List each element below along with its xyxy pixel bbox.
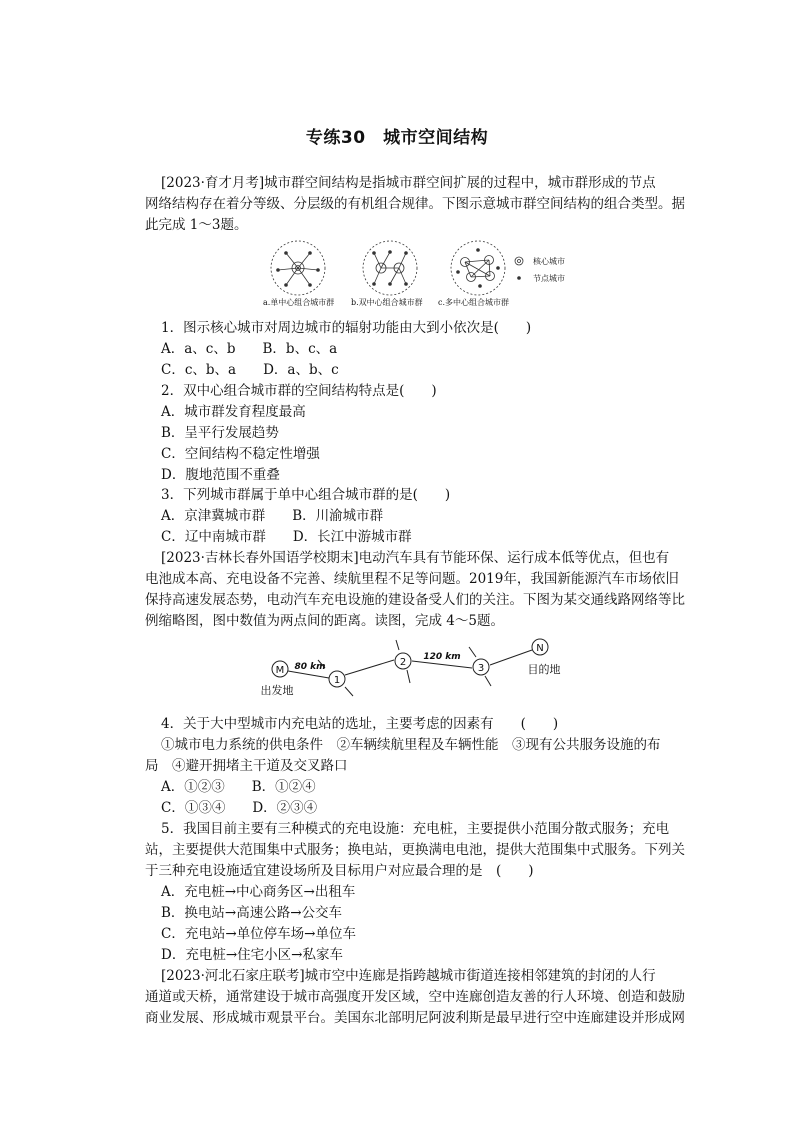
- intro-2-line-1: [2023·吉林长春外国语学校期末]电动汽车具有节能环保、运行成本低等优点，但也有: [161, 550, 670, 566]
- distance-80: 80 km: [294, 662, 326, 672]
- q5-stem-line-3: 于三种充电设施适宜建设场所及目标用户对应最合理的是 ( ): [145, 863, 534, 879]
- intro-2-line-2: 电池成本高、充电设备不完善、续航里程不足等问题。2019年，我国新能源汽车市场依旧: [145, 571, 679, 587]
- q2-option-c: C．空间结构不稳定性增强: [161, 446, 320, 462]
- route-segment-m-1: [288, 671, 329, 678]
- q4-stem: 4．关于大中型城市内充电站的选址，主要考虑的因素有 ( ): [161, 716, 559, 732]
- q3-options-cd: C．辽中南城市群 D．长江中游城市群: [161, 529, 412, 545]
- label-1: 1: [333, 675, 341, 686]
- q5-option-d: D．充电桩→住宅小区→私家车: [161, 947, 343, 963]
- intro-3-line-3: 商业发展、形成城市观景平台。美国东北部明尼阿波利斯是最早进行空中连廊建设并形成网: [145, 1010, 685, 1026]
- intro-1-line-2: 网络结构存在着分等级、分层级的有机组合规律。下图示意城市群空间结构的组合类型。据: [145, 196, 685, 212]
- q3-stem: 3．下列城市群属于单中心组合城市群的是( ): [161, 487, 451, 503]
- label-2: 2: [399, 657, 407, 668]
- q5-option-b: B．换电站→高速公路→公交车: [161, 905, 343, 921]
- q4-items-line-2: 局 ④避开拥堵主干道及交叉路口: [145, 758, 348, 774]
- route-diagram: [250, 638, 580, 700]
- q4-options-ab: A．①②③ B．①②④: [161, 779, 316, 795]
- q3-options-ab: A．京津冀城市群 B．川渝城市群: [161, 508, 384, 524]
- label-start: 出发地: [260, 684, 294, 697]
- q5-option-c: C．充电站→单位停车场→单位车: [161, 926, 356, 942]
- page-title: 专练30 城市空间结构: [305, 128, 489, 148]
- caption-c: c.多中心组合城市群: [438, 298, 510, 307]
- intro-2-line-3: 保持高速发展态势，电动汽车充电设施的建设备受人们的关注。下图为某交通线路网络等比: [145, 592, 685, 608]
- q5-option-a: A．充电桩→中心商务区→出租车: [161, 884, 356, 900]
- label-3: 3: [477, 663, 485, 674]
- q5-stem-line-2: 站，主要提供大范围集中式服务；换电站，更换满电电池，提供大范围集中式服务。下列关: [145, 842, 685, 858]
- q2-option-d: D．腹地范围不重叠: [161, 467, 280, 483]
- route-segment-3-n: [490, 650, 532, 665]
- q2-stem: 2．双中心组合城市群的空间结构特点是( ): [161, 383, 437, 399]
- caption-a: a.单中心组合城市群: [263, 298, 335, 307]
- q4-items-line-1: ①城市电力系统的供电条件 ②车辆续航里程及车辆性能 ③现有公共服务设施的布: [161, 737, 661, 753]
- intro-3-line-2: 通道或天桥，通常建设于城市高强度开发区域，空中连廊创造友善的行人环境、创造和鼓励: [145, 989, 685, 1005]
- caption-b: b.双中心组合城市群: [351, 298, 423, 307]
- label-end: 目的地: [527, 663, 561, 676]
- q4-options-cd: C．①③④ D．②③④: [161, 800, 318, 816]
- city-cluster-diagram: [258, 238, 548, 298]
- distance-120: 120 km: [423, 652, 461, 662]
- q5-stem-line-1: 5．我国目前主要有三种模式的充电设施：充电桩，主要提供小范围分散式服务；充电: [161, 821, 670, 837]
- intro-2-line-4: 例缩略图，图中数值为两点间的距离。读图，完成 4～5题。: [145, 613, 504, 629]
- q2-option-a: A．城市群发育程度最高: [161, 404, 306, 420]
- figure-city-cluster-types: [258, 238, 565, 313]
- q2-option-b: B．呈平行发展趋势: [161, 425, 279, 441]
- legend-node-city: 节点城市: [533, 274, 565, 283]
- label-m: M: [275, 665, 285, 676]
- q1-options-ab: A．a、c、b B．b、c、a: [161, 341, 338, 357]
- q1-stem: 1．图示核心城市对周边城市的辐射功能由大到小依次是( ): [161, 320, 532, 336]
- route-segment-2-3: [412, 661, 472, 668]
- legend-core-city: 核心城市: [533, 257, 565, 266]
- q1-options-cd: C．c、b、a D．a、b、c: [161, 362, 339, 378]
- intro-1-line-1: [2023·育才月考]城市群空间结构是指城市群空间扩展的过程中，城市群形成的节点: [161, 175, 656, 191]
- route-segment-1-2: [345, 660, 394, 675]
- intro-1-line-3: 此完成 1～3题。: [145, 217, 248, 233]
- label-n: N: [536, 643, 544, 654]
- intro-3-line-1: [2023·河北石家庄联考]城市空中连廊是指跨越城市街道连接相邻建筑的封闭的人行: [161, 968, 656, 984]
